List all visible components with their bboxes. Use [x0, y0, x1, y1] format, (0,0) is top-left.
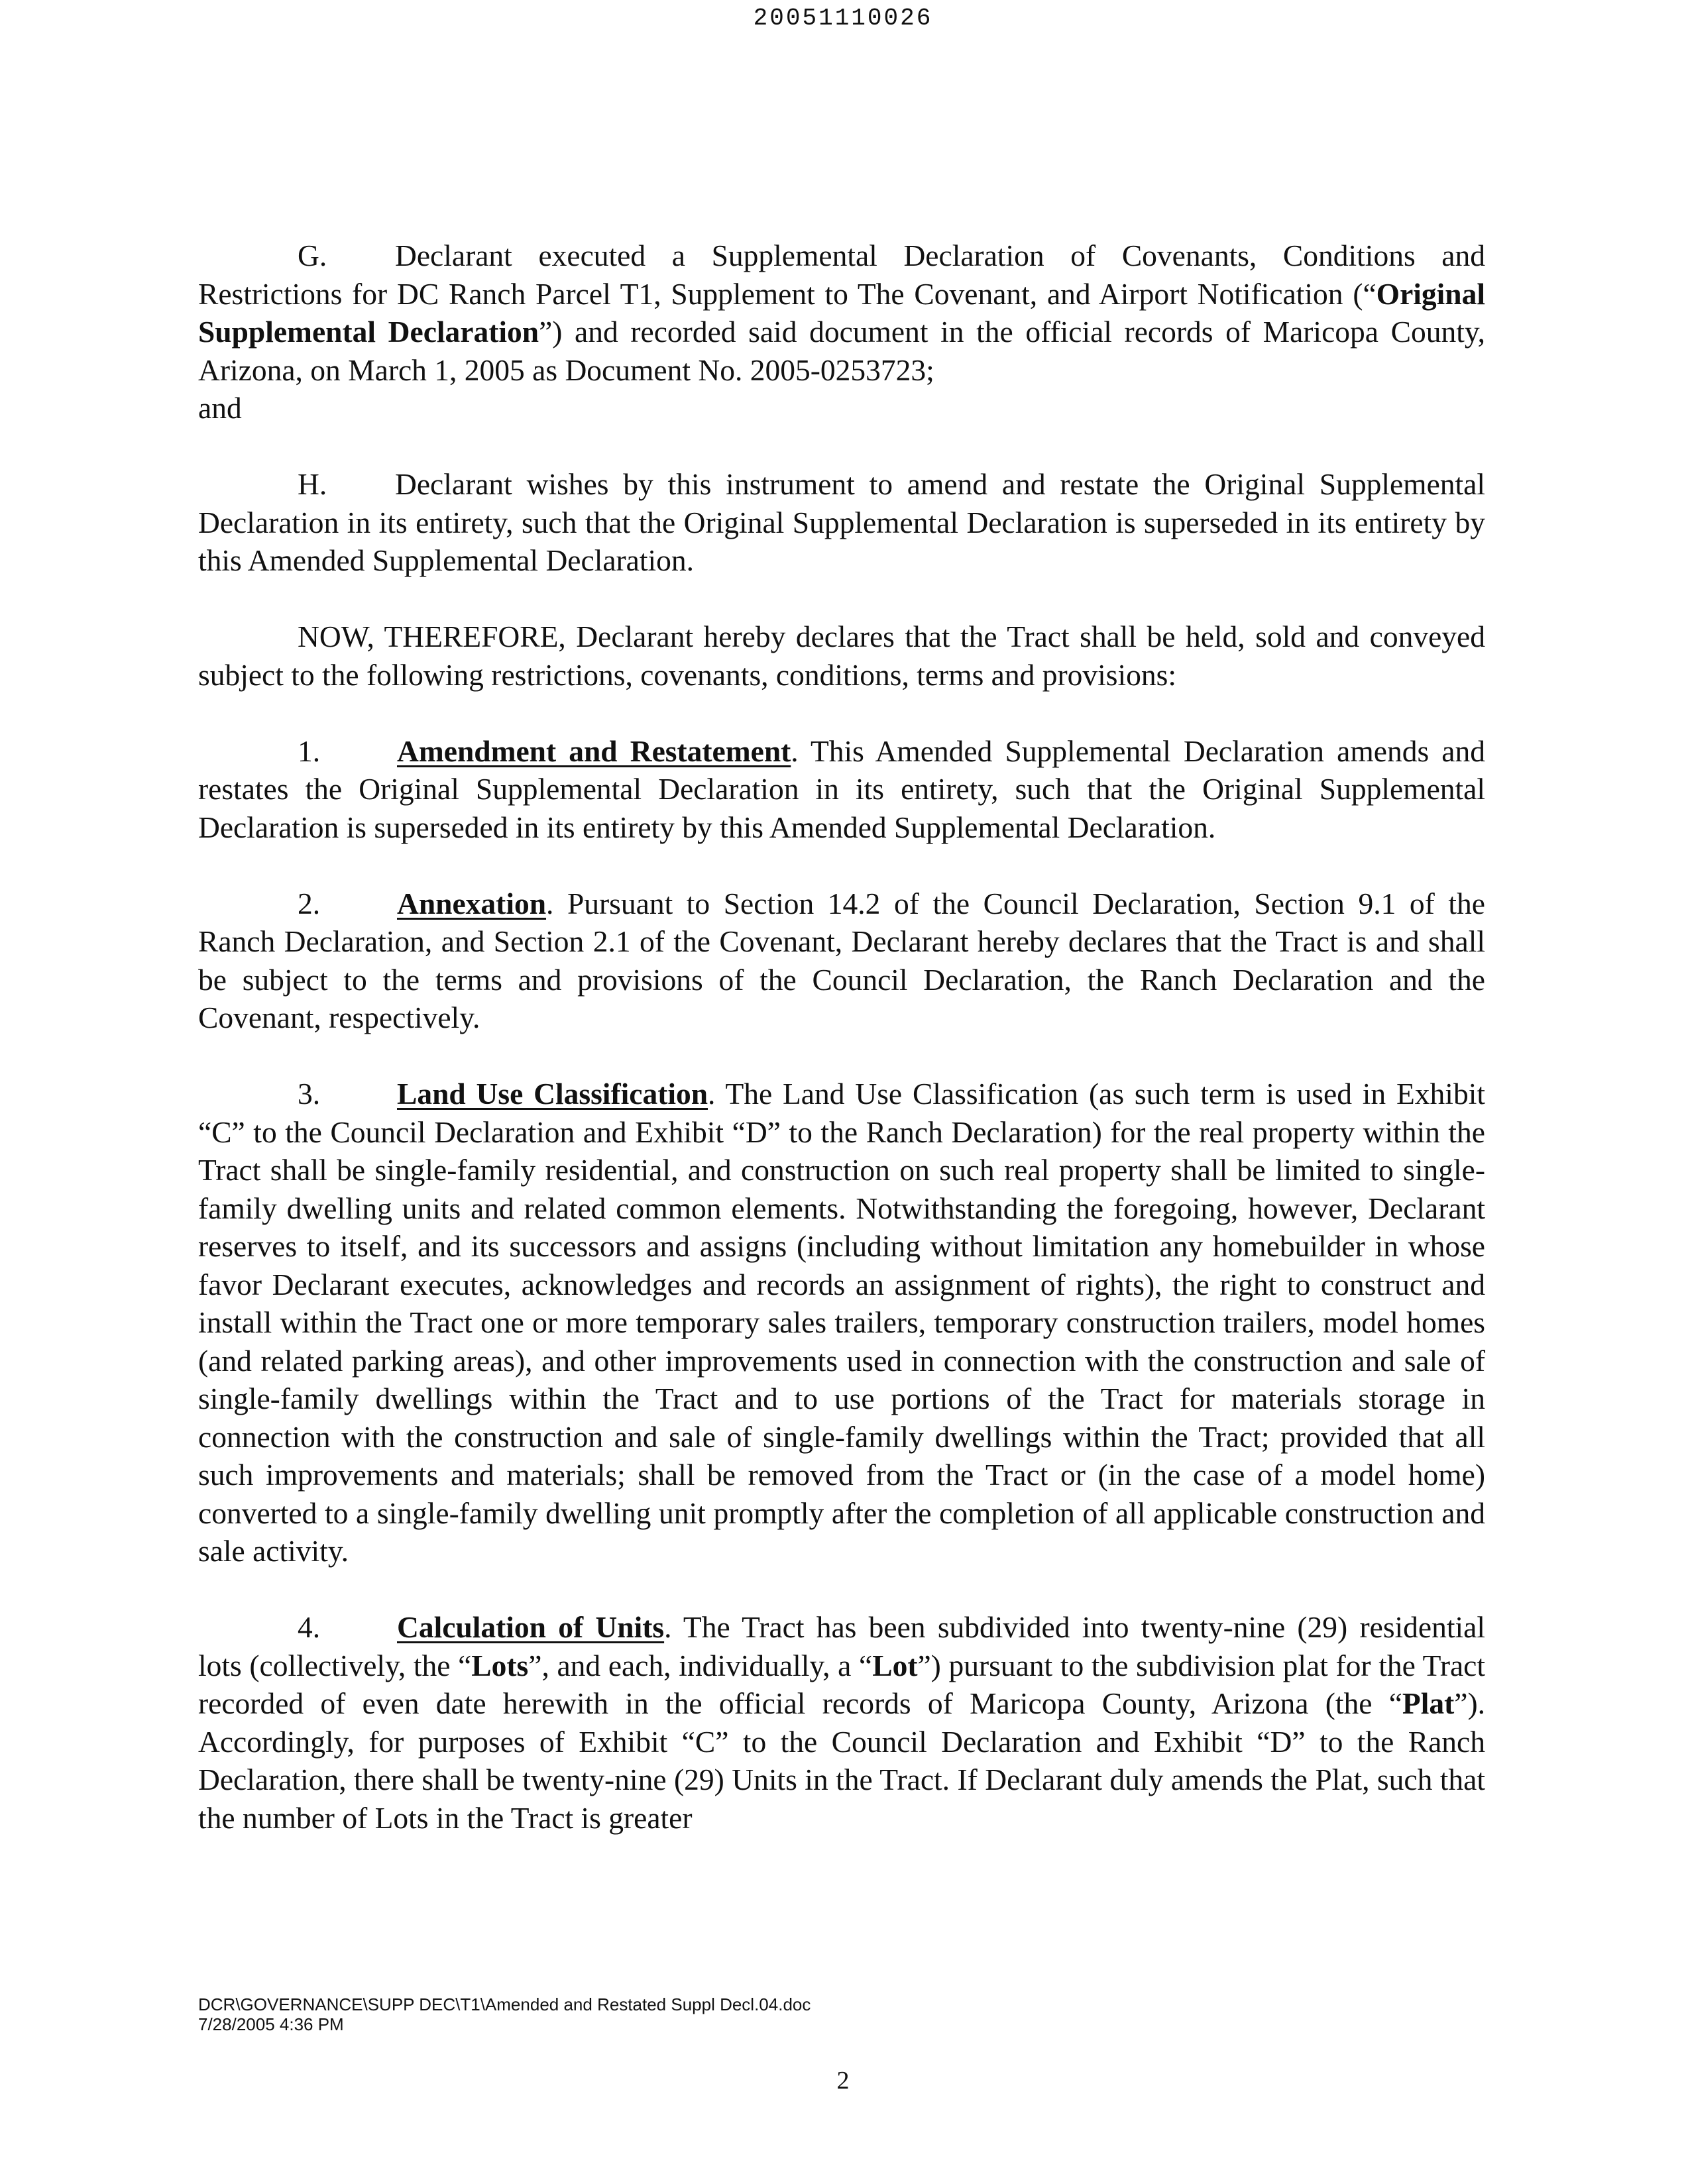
- section-4-text-1: . The Tract has been subdivided into twenty-nine (29) residential lots (collectively, the “: [198, 1610, 1485, 1682]
- recital-g-and: and: [198, 391, 242, 425]
- recital-h-label: H.: [298, 467, 327, 501]
- recital-g-label: G.: [298, 239, 327, 272]
- section-4-term-plat: Plat: [1402, 1686, 1455, 1720]
- footer-timestamp: 7/28/2005 4:36 PM: [198, 2014, 344, 2034]
- section-3-number: 3.: [298, 1077, 321, 1111]
- section-4-text-3: ”) pursuant to the subdivision plat for the Tract recorded of even date herewith in the official records of Maricopa County, Arizona (the “: [198, 1648, 1485, 1720]
- section-3: [198, 1075, 1485, 1570]
- section-1-number: 1.: [298, 734, 321, 768]
- file-path-footer: [198, 1994, 811, 2034]
- recital-h-text: Declarant wishes by this instrument to amend and restate the Original Supplemental Declaration in its entirety, such that the Original Supplemental Declaration is superseded in its entirety by this Amended Supplemental Declaration.: [198, 467, 1485, 577]
- section-4-number: 4.: [298, 1610, 321, 1644]
- document-body: [198, 237, 1485, 1837]
- section-4-heading: Calculation of Units: [397, 1610, 665, 1644]
- recital-g-text-2: ”) and recorded said document in the official records of Maricopa County, Arizona, on March 1, 2005 as Document No. 2005-0253723;: [198, 315, 1486, 387]
- recital-g: [198, 237, 1485, 427]
- section-4-text-4: ”). Accordingly, for purposes of Exhibit “C” to the Council Declaration and Exhibit “D” to the Ranch Declaration, there shall be twenty-nine (29) Units in the Tract. If Declarant duly amends the Plat, such that the number of Lots in the Tract is greater: [198, 1686, 1485, 1835]
- section-1-heading: Amendment and Restatement: [397, 734, 791, 768]
- section-3-heading: Land Use Classification: [397, 1077, 708, 1111]
- section-1-text: . This Amended Supplemental Declaration amends and restates the Original Supplemental Declaration in its entirety, such that the Original Supplemental Declaration is superseded in its entirety by this Amended Supplemental Declaration.: [198, 734, 1485, 844]
- section-1: [198, 732, 1485, 847]
- now-therefore-clause: [198, 618, 1485, 694]
- page-number: 2: [836, 2067, 850, 2095]
- recording-document-number: 20051110026: [753, 5, 933, 32]
- section-4-text-2: ”, and each, individually, a “: [528, 1648, 873, 1682]
- section-2: [198, 885, 1485, 1037]
- footer-file-path: DCR\GOVERNANCE\SUPP DEC\T1\Amended and Restated Suppl Decl.04.doc: [198, 1994, 811, 2014]
- recital-h: [198, 465, 1485, 580]
- section-4: [198, 1608, 1485, 1837]
- section-2-number: 2.: [298, 886, 321, 920]
- now-therefore-text: NOW, THEREFORE, Declarant hereby declares that the Tract shall be held, sold and conveyed subject to the following restrictions, covenants, conditions, terms and provisions:: [198, 620, 1485, 692]
- recital-g-defined-term: Original Supplemental Declaration: [198, 276, 1485, 349]
- section-4-term-lot: Lot: [872, 1648, 918, 1682]
- section-2-text: . Pursuant to Section 14.2 of the Council Declaration, Section 9.1 of the Ranch Declaration, and Section 2.1 of the Covenant, Declarant hereby declares that the Tract is and shall be subject to the terms and provisions of the Council Declaration, the Ranch Declaration and the Covenant, respectively.: [198, 886, 1485, 1034]
- section-3-text: . The Land Use Classification (as such term is used in Exhibit “C” to the Council Declaration and Exhibit “D” to the Ranch Declaration) for the real property within the Tract shall be single-family residential, and construction on such real property shall be limited to single-family dwelling units and related common elements. Notwithstanding the foregoing, however, Declarant reserves to itself, and its successors and assigns (including without limitation any homebuilder in whose favor Declarant executes, acknowledges and records an assignment of rights), the right to construct and install within the Tract one or more temporary sales trailers, temporary construction trailers, model homes (and related parking areas), and other improvements used in connection with the construction and sale of single-family dwellings within the Tract and to use portions of the Tract for materials storage in connection with the construction and sale of single-family dwellings within the Tract; provided that all such improvements and materials; shall be removed from the Tract or (in the case of a model home) converted to a single-family dwelling unit promptly after the completion of all applicable construction and sale activity.: [198, 1077, 1485, 1568]
- section-4-term-lots: Lots: [471, 1648, 529, 1682]
- recital-g-text-1: Declarant executed a Supplemental Declaration of Covenants, Conditions and Restrictions for DC Ranch Parcel T1, Supplement to The Covenant, and Airport Notification (“: [198, 239, 1485, 311]
- section-2-heading: Annexation: [397, 886, 547, 920]
